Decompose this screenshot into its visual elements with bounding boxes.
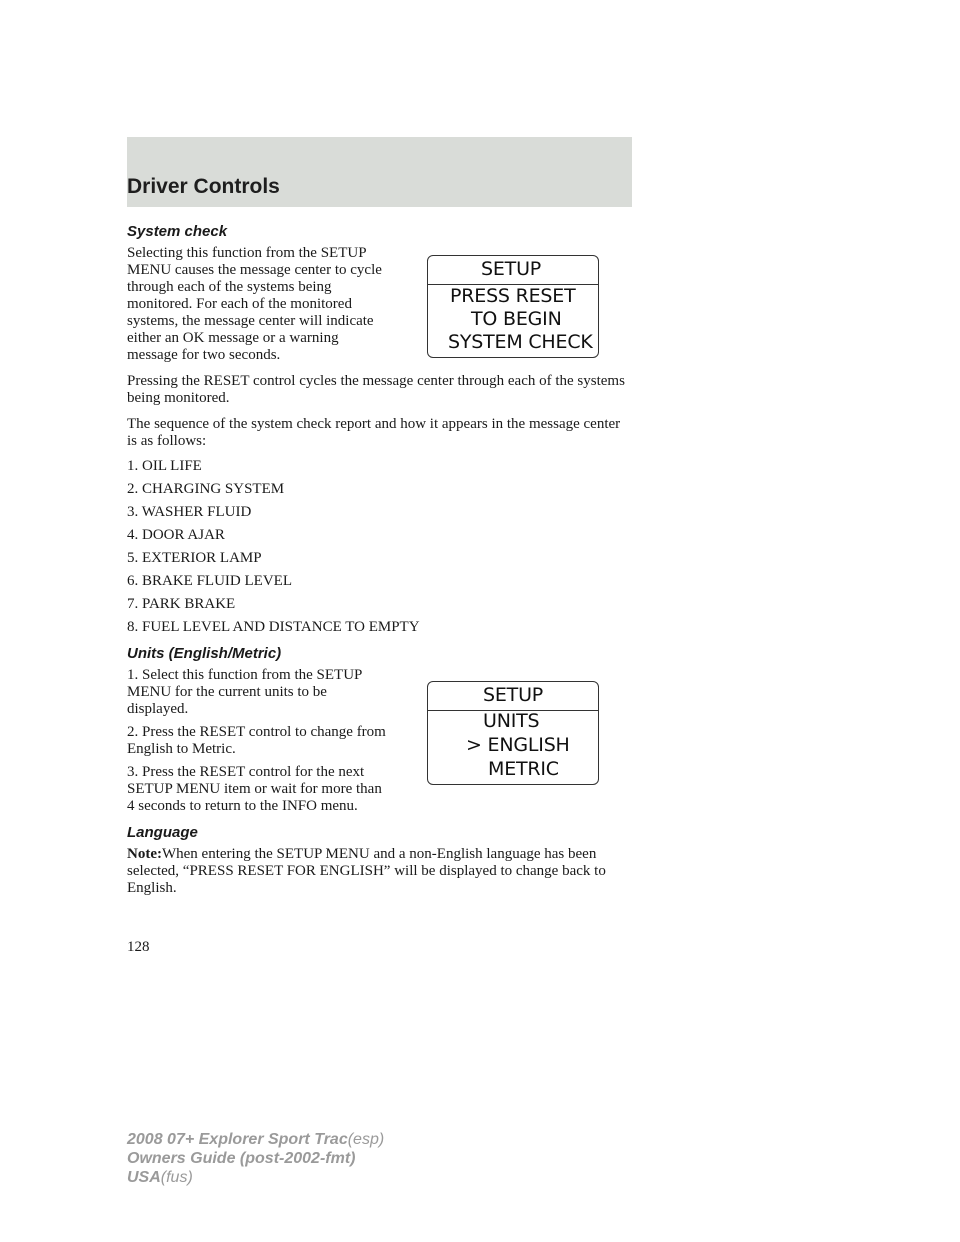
units-step-1: 1. Select this function from the SETUP MENU for the current units to be displayed.: [127, 667, 362, 717]
footer-line: [127, 1168, 384, 1187]
units-display: [427, 681, 599, 785]
footer-line: [127, 1149, 384, 1168]
units-step-2: 2. Press the RESET control to change from English to Metric.: [127, 724, 386, 757]
footer-guide: Owners Guide (post-2002-fmt): [127, 1150, 356, 1167]
list-item: 1. OIL LIFE: [127, 458, 202, 474]
display-line: TO BEGIN: [471, 308, 562, 330]
list-item: 8. FUEL LEVEL AND DISTANCE TO EMPTY: [127, 619, 420, 635]
note-text: When entering the SETUP MENU and a non-English language has been selected, “PRESS RESET FOR ENGLISH” will be displayed to change back to English.: [127, 846, 606, 896]
language-note: [127, 846, 632, 897]
list-item: 2. CHARGING SYSTEM: [127, 481, 285, 497]
footer-market: USA: [127, 1169, 161, 1186]
language-heading: Language: [127, 824, 198, 841]
units-heading: Units (English/Metric): [127, 645, 282, 662]
section-title: Driver Controls: [127, 175, 280, 198]
system-check-sequence-intro: The sequence of the system check report and how it appears in the message center is as follows:: [127, 416, 621, 449]
display-line: PRESS RESET: [450, 285, 576, 307]
system-check-intro: Selecting this function from the SETUP MENU causes the message center to cycle through each of the systems being monitored. For each of the monitored systems, the message center will indicate either an OK message or a warning message for two seconds.: [127, 245, 382, 363]
page-number: 128: [127, 939, 150, 955]
display-line: METRIC: [488, 758, 559, 780]
footer-document-id: [127, 1130, 384, 1187]
system-check-heading: System check: [127, 223, 228, 240]
system-check-list: [127, 458, 632, 636]
display-line: > ENGLISH: [466, 734, 570, 756]
note-label: Note:: [127, 846, 162, 862]
system-check-display: [427, 255, 599, 358]
display-line: SETUP: [483, 684, 544, 706]
display-line: SETUP: [481, 258, 542, 280]
units-step-3: 3. Press the RESET control for the next SETUP MENU item or wait for more than 4 seconds to return to the INFO menu.: [127, 764, 382, 814]
list-item: 4. DOOR AJAR: [127, 527, 225, 543]
list-item: 6. BRAKE FLUID LEVEL: [127, 573, 292, 589]
system-check-reset-text: Pressing the RESET control cycles the message center through each of the systems being monitored.: [127, 373, 625, 406]
display-line: SYSTEM CHECK: [448, 331, 593, 353]
footer-model-code: (esp): [347, 1131, 385, 1148]
list-item: 3. WASHER FLUID: [127, 504, 252, 520]
footer-market-code: (fus): [160, 1169, 193, 1186]
footer-model: 2008 07+ Explorer Sport Trac: [127, 1131, 348, 1148]
list-item: 5. EXTERIOR LAMP: [127, 550, 262, 566]
footer-line: [127, 1130, 384, 1149]
list-item: 7. PARK BRAKE: [127, 596, 236, 612]
display-line: UNITS: [483, 710, 540, 732]
